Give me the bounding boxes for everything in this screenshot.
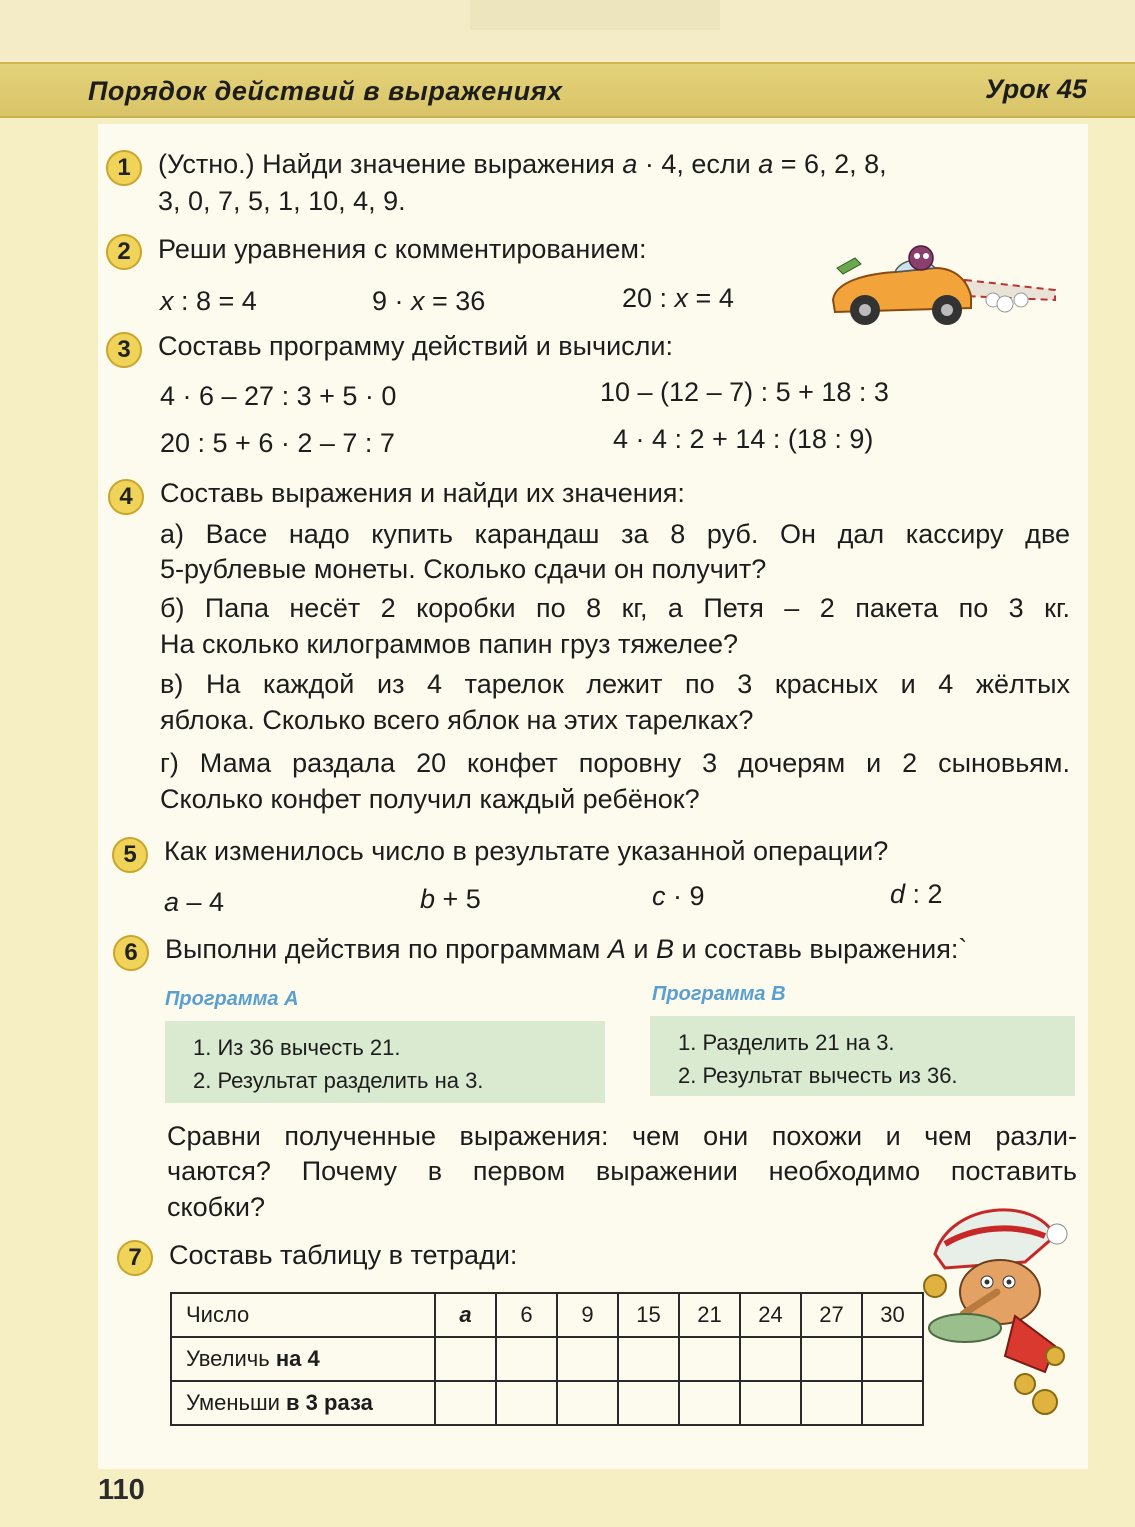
exercise-6-number: 6: [113, 935, 149, 971]
problem-b-line2: На сколько килограммов папин груз тяжелее?: [160, 629, 739, 659]
table-empty-cell: [801, 1381, 862, 1425]
exercise-3-number: 3: [106, 332, 142, 368]
problem-a-line2: 5-рублевые монеты. Сколько сдачи он получит?: [160, 554, 767, 584]
exercise-5-text: Как изменилось число в результате указанной операции?: [164, 836, 889, 866]
exercise-4-number: 4: [108, 479, 144, 515]
header-band: [0, 62, 1135, 118]
expression-4: 4 · 4 : 2 + 14 : (18 : 9): [613, 424, 874, 454]
table-empty-cell: [435, 1337, 496, 1381]
equation-2: 9 · x = 36: [372, 286, 486, 316]
program-a-step-2: 2. Результат разделить на 3.: [193, 1068, 484, 1093]
exercise-1-line1: (Устно.) Найди значение выражения a · 4, если a = 6, 2, 8,: [158, 149, 887, 179]
program-b-title: Программа B: [652, 983, 786, 1005]
table-row: [171, 1381, 923, 1425]
table-empty-cell: [496, 1381, 557, 1425]
equation-1: x : 8 = 4: [160, 286, 257, 316]
exercise-6-text: Выполни действия по программам A и B и составь выражения:`: [165, 934, 968, 964]
operation-c: c · 9: [652, 881, 705, 911]
exercise-2-number: 2: [106, 234, 142, 270]
compare-question-line3: скобки?: [167, 1192, 266, 1222]
program-b-step-2: 2. Результат вычесть из 36.: [678, 1063, 958, 1088]
expression-3: 20 : 5 + 6 · 2 – 7 : 7: [160, 428, 395, 458]
table-empty-cell: [435, 1381, 496, 1425]
table-empty-cell: [740, 1381, 801, 1425]
exercise-7-text: Составь таблицу в тетради:: [169, 1240, 518, 1270]
table-empty-cell: [679, 1337, 740, 1381]
expression-1: 4 · 6 – 27 : 3 + 5 · 0: [160, 381, 397, 411]
task-table: [170, 1292, 924, 1426]
expression-2: 10 – (12 – 7) : 5 + 18 : 3: [600, 377, 889, 407]
table-empty-cell: [801, 1337, 862, 1381]
table-empty-cell: [618, 1381, 679, 1425]
operation-b: b + 5: [420, 884, 481, 914]
program-a-step-1: 1. Из 36 вычесть 21.: [193, 1035, 401, 1060]
table-value-cell: 21: [679, 1293, 740, 1337]
operation-d: d : 2: [890, 879, 943, 909]
table-value-cell: 24: [740, 1293, 801, 1337]
program-a-box: [165, 1021, 605, 1103]
page-title: Порядок действий в выражениях: [88, 76, 563, 106]
page-number: 110: [98, 1474, 145, 1506]
problem-v-line2: яблока. Сколько всего яблок на этих тарелках?: [160, 705, 754, 735]
compare-question-line1: Сравни полученные выражения: чем они похожи и чем разли-: [167, 1121, 1077, 1151]
operation-a: a – 4: [164, 887, 225, 917]
table-row-label-number: Число: [171, 1293, 435, 1337]
problem-g-line2: Сколько конфет получил каждый ребёнок?: [160, 784, 700, 814]
table-row-label-increase: Увеличь на 4: [171, 1337, 435, 1381]
table-empty-cell: [679, 1381, 740, 1425]
table-row: [171, 1293, 923, 1337]
table-empty-cell: [557, 1381, 618, 1425]
equation-3: 20 : x = 4: [622, 283, 734, 313]
table-var-cell: a: [435, 1293, 496, 1337]
exercise-1-line2: 3, 0, 7, 5, 1, 10, 4, 9.: [158, 186, 406, 216]
table-value-cell: 27: [801, 1293, 862, 1337]
table-empty-cell: [740, 1337, 801, 1381]
table-empty-cell: [557, 1337, 618, 1381]
table-value-cell: 15: [618, 1293, 679, 1337]
table-empty-cell: [496, 1337, 557, 1381]
program-b-box: [650, 1016, 1075, 1096]
table-row-label-decrease: Уменьши в 3 раза: [171, 1381, 435, 1425]
compare-question-line2: чаются? Почему в первом выражении необходимо поставить: [167, 1156, 1077, 1186]
top-strip: [0, 0, 1135, 60]
table-value-cell: 9: [557, 1293, 618, 1337]
lesson-label: Урок 45: [985, 74, 1087, 104]
exercise-3-text: Составь программу действий и вычисли:: [158, 331, 674, 361]
table-value-cell: 6: [496, 1293, 557, 1337]
table-value-cell: 30: [862, 1293, 923, 1337]
problem-a-line1: а) Васе надо купить карандаш за 8 руб. Он дал кассиру две: [160, 519, 1070, 549]
table-row: [171, 1337, 923, 1381]
top-tab: [470, 0, 720, 30]
program-a-title: Программа A: [165, 988, 299, 1010]
problem-g-line1: г) Мама раздала 20 конфет поровну 3 дочерям и 2 сыновьям.: [160, 748, 1070, 778]
exercise-2-text: Реши уравнения с комментированием:: [158, 234, 647, 264]
exercise-1-number: 1: [106, 150, 142, 186]
exercise-7-number: 7: [117, 1240, 153, 1276]
table-empty-cell: [618, 1337, 679, 1381]
exercise-5-number: 5: [112, 837, 148, 873]
problem-v-line1: в) На каждой из 4 тарелок лежит по 3 красных и 4 жёлтых: [160, 669, 1070, 699]
problem-b-line1: б) Папа несёт 2 коробки по 8 кг, а Петя – 2 пакета по 3 кг.: [160, 593, 1070, 623]
program-b-step-1: 1. Разделить 21 на 3.: [678, 1030, 895, 1055]
pinocchio-coins-illustration: [905, 1196, 1080, 1428]
racing-car-illustration: [825, 238, 1057, 328]
exercise-4-text: Составь выражения и найди их значения:: [160, 478, 685, 508]
